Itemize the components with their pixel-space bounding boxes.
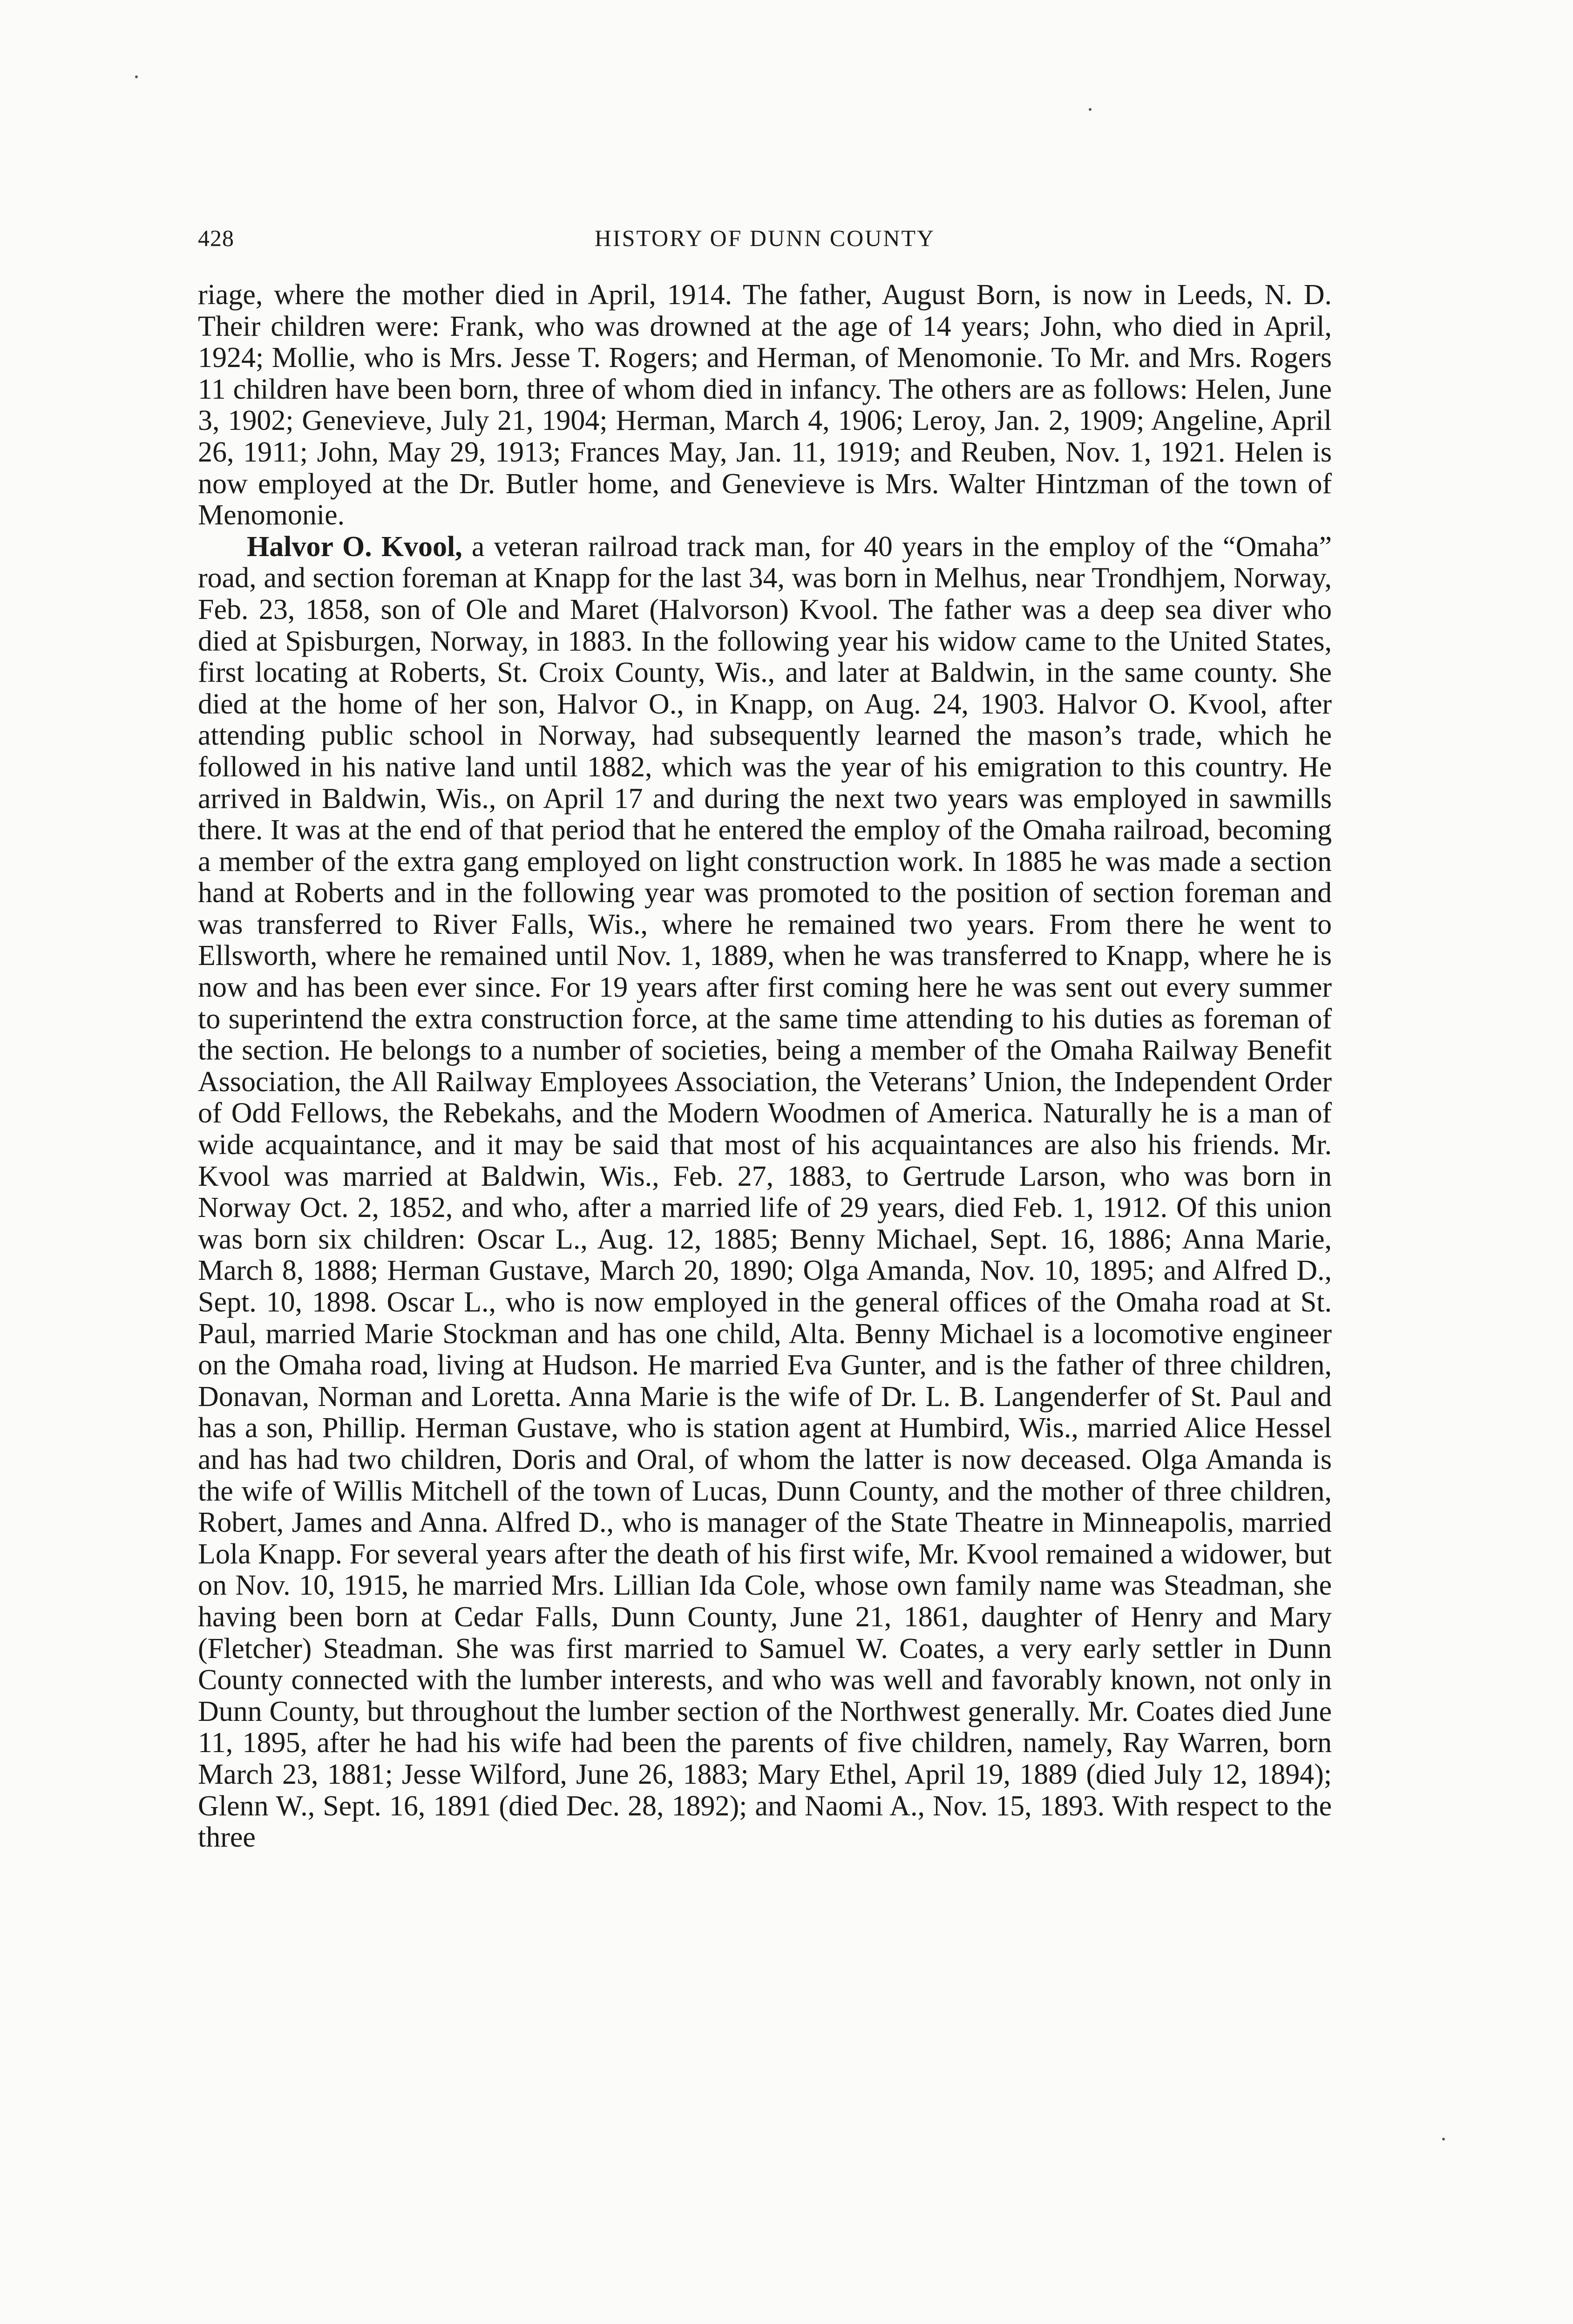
body-text <box>198 279 1332 1854</box>
scan-speck <box>1442 2138 1445 2141</box>
scan-speck <box>1089 108 1092 111</box>
biography-text: a veteran railroad track man, for 40 years in the employ of the “Omaha” road, and section foreman at Knapp for the last 34, was born in Melhus, near Trondhjem, Norway, Feb. 23, 1858, son of Ole and Maret (Halvorson) Kvool. The father was a deep sea diver who died at Spisburgen, Norway, in 1883. In the following year his widow came to the United States, first locating at Roberts, St. Croix County, Wis., and later at Baldwin, in the same county. She died at the home of her son, Halvor O., in Knapp, on Aug. 24, 1903. Halvor O. Kvool, after attending public school in Norway, had subsequently learned the mason’s trade, which he followed in his native land until 1882, which was the year of his emigration to this country. He arrived in Baldwin, Wis., on April 17 and during the next two years was employed in sawmills there. It was at the end of that period that he entered the employ of the Omaha railroad, becoming a member of the extra gang employed on light construction work. In 1885 he was made a section hand at Roberts and in the following year was promoted to the position of section foreman and was transferred to River Falls, Wis., where he remained two years. From there he went to Ellsworth, where he remained until Nov. 1, 1889, when he was transferred to Knapp, where he is now and has been ever since. For 19 years after first coming here he was sent out every summer to superintend the extra construction force, at the same time attending to his duties as foreman of the section. He belongs to a number of societies, being a member of the Omaha Railway Benefit Association, the All Railway Employees Association, the Veterans’ Union, the Independent Order of Odd Fellows, the Rebekahs, and the Modern Woodmen of America. Naturally he is a man of wide acquaintance, and it may be said that most of his acquaintances are also his friends. Mr. Kvool was married at Baldwin, Wis., Feb. 27, 1883, to Gertrude Larson, who was born in Norway Oct. 2, 1852, and who, after a married life of 29 years, died Feb. 1, 1912. Of this union was born six children: Oscar L., Aug. 12, 1885; Benny Michael, Sept. 16, 1886; Anna Marie, March 8, 1888; Herman Gustave, March 20, 1890; Olga Amanda, Nov. 10, 1895; and Alfred D., Sept. 10, 1898. Oscar L., who is now employed in the general offices of the Omaha road at St. Paul, married Marie Stockman and has one child, Alta. Benny Michael is a locomotive engineer on the Omaha road, living at Hudson. He married Eva Gunter, and is the father of three children, Donavan, Norman and Loretta. Anna Marie is the wife of Dr. L. B. Langenderfer of St. Paul and has a son, Phillip. Herman Gustave, who is station agent at Humbird, Wis., married Alice Hessel and has had two children, Doris and Oral, of whom the latter is now deceased. Olga Amanda is the wife of Willis Mitchell of the town of Lucas, Dunn County, and the mother of three children, Robert, James and Anna. Alfred D., who is manager of the State Theatre in Minneapolis, married Lola Knapp. For several years after the death of his first wife, Mr. Kvool remained a widower, but on Nov. 10, 1915, he married Mrs. Lillian Ida Cole, whose own family name was Steadman, she having been born at Cedar Falls, Dunn County, June 21, 1861, daughter of Henry and Mary (Fletcher) Steadman. She was first married to Samuel W. Coates, a very early settler in Dunn County connected with the lumber interests, and who was well and favorably known, not only in Dunn County, but throughout the lumber section of the Northwest generally. Mr. Coates died June 11, 1895, after he had his wife had been the parents of five children, namely, Ray Warren, born March 23, 1881; Jesse Wilford, June 26, 1883; Mary Ethel, April 19, 1889 (died July 12, 1894); Glenn W., Sept. 16, 1891 (died Dec. 28, 1892); and Naomi A., Nov. 15, 1893. With respect to the three <box>198 530 1332 1854</box>
running-title: HISTORY OF DUNN COUNTY <box>594 225 936 251</box>
continued-paragraph: riage, where the mother died in April, 1914. The father, August Born, is now in Leeds, N. D. Their children were: Frank, who was drowned at the age of 14 years; John, who died in April, 1924; Mollie, who is Mrs. Jesse T. Rogers; and Herman, of Menomonie. To Mr. and Mrs. Rogers 11 children have been born, three of whom died in infancy. The others are as follows: Helen, June 3, 1902; Genevieve, July 21, 1904; Herman, March 4, 1906; Leroy, Jan. 2, 1909; Angeline, April 26, 1911; John, May 29, 1913; Frances May, Jan. 11, 1919; and Reuben, Nov. 1, 1921. Helen is now employed at the Dr. Butler home, and Genevieve is Mrs. Walter Hintzman of the town of Menomonie. <box>198 279 1332 531</box>
biography-paragraph <box>198 531 1332 1854</box>
page-number: 428 <box>198 225 234 251</box>
scan-speck <box>135 75 138 78</box>
page-header <box>198 224 1332 266</box>
biography-subject-name: Halvor O. Kvool, <box>247 530 462 563</box>
